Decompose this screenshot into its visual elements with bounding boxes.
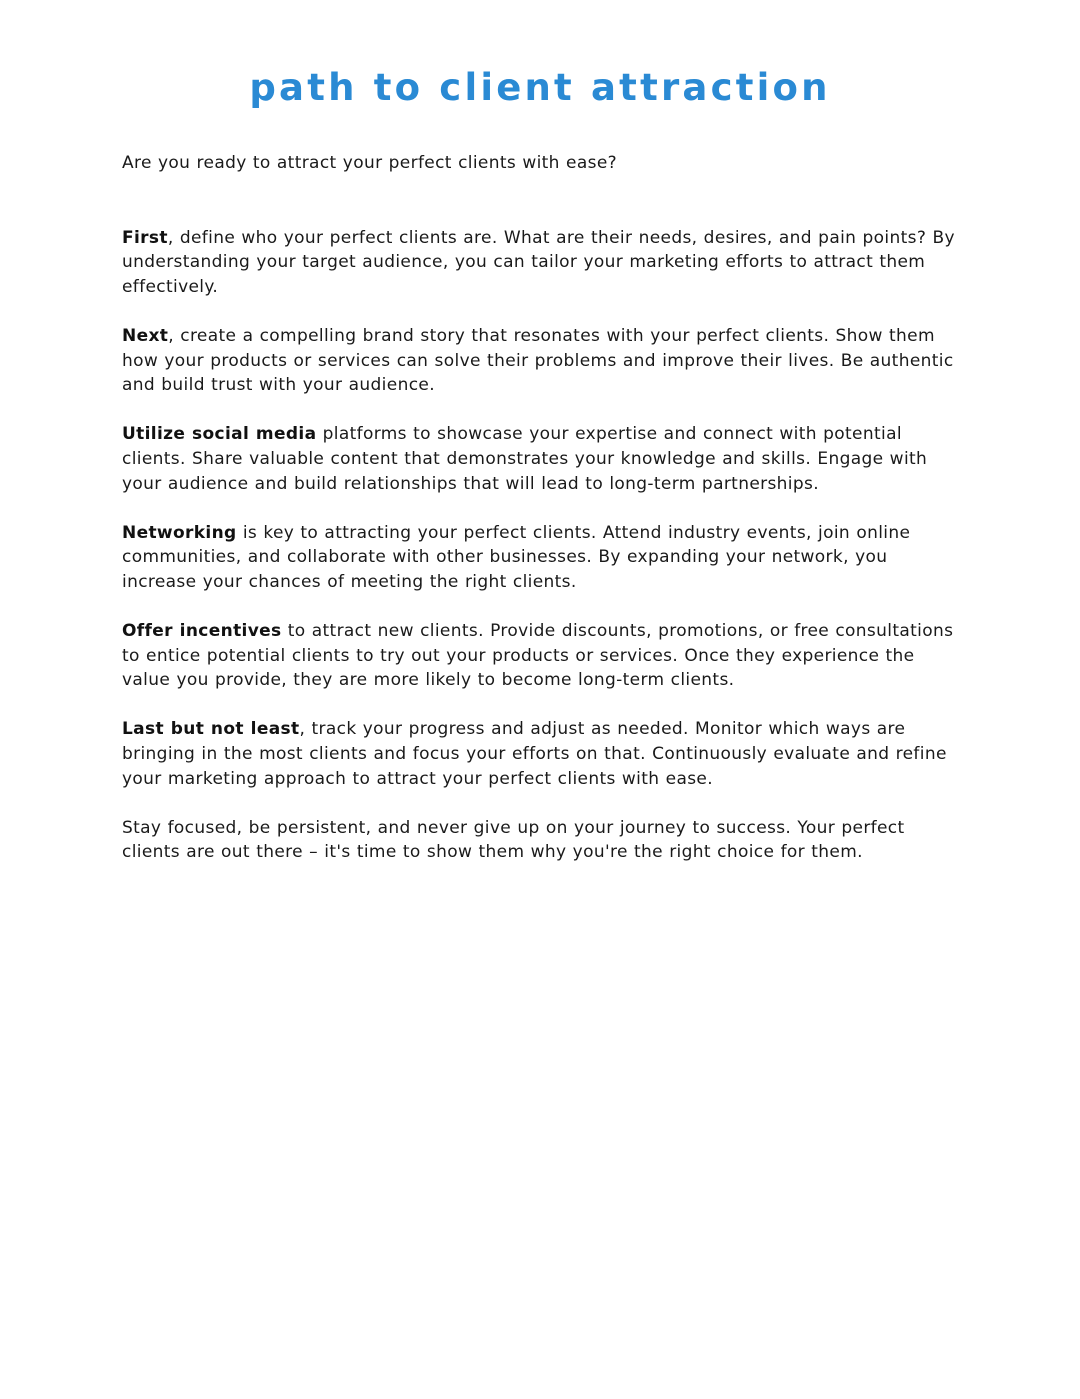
paragraph-text: platforms to showcase your expertise and connect with potential clients. Share valuable content that demonstrates your knowledge and skills. Engage with your audience and build relationships that will lead to long-term partnerships.	[122, 424, 928, 494]
paragraph-text: , define who your perfect clients are. What are their needs, desires, and pain points? By understanding your target audience, you can tailor your marketing efforts to attract them effectively.	[122, 227, 955, 297]
paragraph-networking	[122, 521, 962, 595]
page-title: path to client attraction	[249, 66, 831, 109]
paragraph-text: to attract new clients. Provide discounts, promotions, or free consultations to entice potential clients to try out your products or services. Once they experience the value you provide, they are more likely to become long-term clients.	[122, 621, 954, 691]
paragraph-text: , track your progress and adjust as needed. Monitor which ways are bringing in the most clients and focus your efforts on that. Continuously evaluate and refine your marketing approach to attract your perfect clients with ease.	[122, 719, 947, 789]
paragraph-lead: Utilize social media	[122, 424, 317, 445]
paragraph-lead: Next	[122, 325, 169, 346]
intro-paragraph: Are you ready to attract your perfect clients with ease?	[122, 153, 618, 173]
closing-paragraph: Stay focused, be persistent, and never give up on your journey to success. Your perfect clients are out there – it's time to show them why you're the right choice for them.	[122, 817, 905, 863]
paragraph-lead: Networking	[122, 522, 237, 543]
paragraph-first	[122, 226, 962, 300]
paragraph-text: is key to attracting your perfect clients. Attend industry events, join online communities, and collaborate with other businesses. By expanding your network, you increase your chances of meeting the right clients.	[122, 522, 911, 592]
paragraph-lead: Offer incentives	[122, 621, 282, 642]
paragraph-social-media	[122, 422, 962, 496]
paragraph-lead: Last but not least	[122, 719, 300, 740]
paragraph-lead: First	[122, 227, 168, 248]
document-body	[122, 151, 962, 865]
paragraph-last	[122, 717, 962, 791]
paragraph-next	[122, 324, 962, 398]
paragraph-text: , create a compelling brand story that resonates with your perfect clients. Show them how your products or services can solve their problems and improve their lives. Be authentic and build trust with your audience.	[122, 325, 954, 396]
paragraph-incentives	[122, 619, 962, 693]
